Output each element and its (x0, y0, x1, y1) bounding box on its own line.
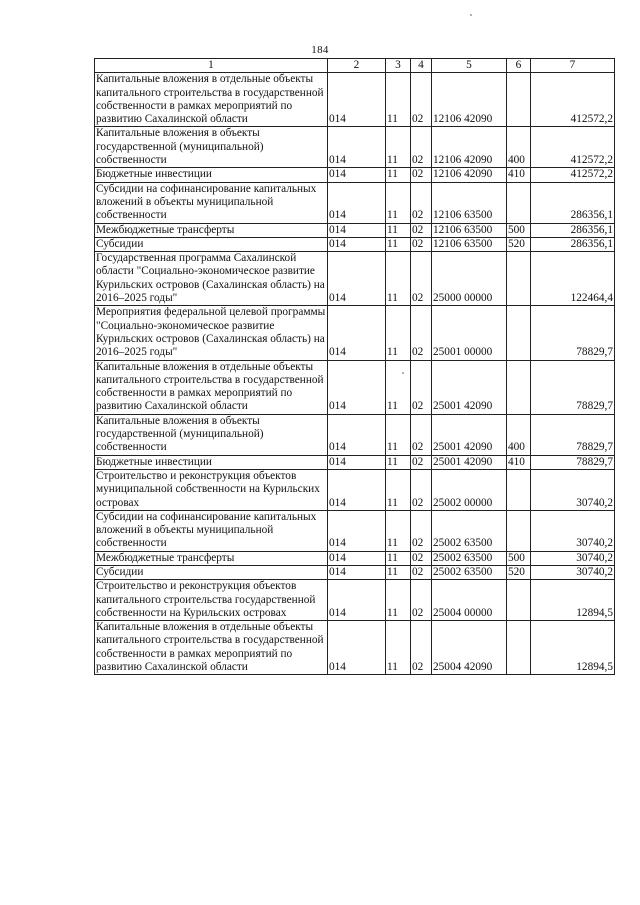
section-code-cell: 11 (386, 127, 411, 168)
row-name-cell: Бюджетные инвестиции (95, 168, 328, 182)
column-header-4: 4 (411, 59, 432, 73)
subsection-code-cell: 02 (411, 73, 432, 127)
target-article-cell: 12106 42090 (432, 73, 507, 127)
amount-cell: 78829,7 (531, 360, 615, 414)
subsection-code-cell: 02 (411, 621, 432, 675)
subsection-code-cell: 02 (411, 510, 432, 551)
expense-type-cell: 500 (507, 551, 531, 565)
subsection-code-cell: 02 (411, 551, 432, 565)
expense-type-cell (507, 510, 531, 551)
subsection-code-cell: 02 (411, 469, 432, 510)
section-code-cell: 11 (386, 455, 411, 469)
amount-cell: 412572,2 (531, 127, 615, 168)
target-article-cell: 25002 00000 (432, 469, 507, 510)
subsection-code-cell: 02 (411, 237, 432, 251)
target-article-cell: 12106 63500 (432, 223, 507, 237)
expense-type-cell: 520 (507, 565, 531, 579)
row-name-cell: Субсидии на софинансирование капитальных вложений в объекты муниципальной собственности (95, 510, 328, 551)
row-name-cell: Межбюджетные трансферты (95, 551, 328, 565)
subsection-code-cell: 02 (411, 127, 432, 168)
section-code-cell: 11 (386, 73, 411, 127)
scan-speck (470, 14, 472, 16)
expense-type-cell: 410 (507, 455, 531, 469)
amount-cell: 12894,5 (531, 580, 615, 621)
column-header-1: 1 (95, 59, 328, 73)
target-article-cell: 25001 42090 (432, 360, 507, 414)
row-name-cell: Субсидии (95, 237, 328, 251)
row-name-cell: Межбюджетные трансферты (95, 223, 328, 237)
row-name-cell: Государственная программа Сахалинской области "Социально-экономическое развитие Курильских островов (Сахалинская область) на 2016–2025 годы" (95, 252, 328, 306)
table-row (95, 237, 615, 251)
subsection-code-cell: 02 (411, 360, 432, 414)
section-code-cell: 11 (386, 237, 411, 251)
amount-cell: 30740,2 (531, 565, 615, 579)
section-code-cell: 11 (386, 252, 411, 306)
section-code-cell: 11 (386, 414, 411, 455)
expense-type-cell (507, 182, 531, 223)
amount-cell: 78829,7 (531, 414, 615, 455)
column-header-7: 7 (531, 59, 615, 73)
amount-cell: 30740,2 (531, 510, 615, 551)
table-row (95, 182, 615, 223)
admin-code-cell: 014 (328, 252, 386, 306)
expense-type-cell (507, 73, 531, 127)
row-name-cell: Мероприятия федеральной целевой программы "Социально-экономическое развитие Курильских островов (Сахалинская область) на 2016–2025 годы" (95, 306, 328, 360)
amount-cell: 286356,1 (531, 237, 615, 251)
row-name-cell: Субсидии (95, 565, 328, 579)
expense-type-cell: 400 (507, 127, 531, 168)
amount-cell: 286356,1 (531, 182, 615, 223)
admin-code-cell: 014 (328, 551, 386, 565)
table-header-row (95, 59, 615, 73)
admin-code-cell: 014 (328, 414, 386, 455)
table-row (95, 252, 615, 306)
admin-code-cell: 014 (328, 306, 386, 360)
expense-type-cell (507, 469, 531, 510)
section-code-cell: 11 (386, 565, 411, 579)
target-article-cell: 12106 63500 (432, 237, 507, 251)
admin-code-cell: 014 (328, 127, 386, 168)
target-article-cell: 25002 63500 (432, 510, 507, 551)
expense-type-cell: 520 (507, 237, 531, 251)
amount-cell: 30740,2 (531, 551, 615, 565)
target-article-cell: 25001 00000 (432, 306, 507, 360)
table-row (95, 565, 615, 579)
row-name-cell: Капитальные вложения в объекты государственной (муниципальной) собственности (95, 414, 328, 455)
amount-cell: 286356,1 (531, 223, 615, 237)
section-code-cell: 11 (386, 510, 411, 551)
subsection-code-cell: 02 (411, 580, 432, 621)
expense-type-cell (507, 306, 531, 360)
table-row (95, 306, 615, 360)
admin-code-cell: 014 (328, 168, 386, 182)
target-article-cell: 25001 42090 (432, 455, 507, 469)
expense-type-cell: 500 (507, 223, 531, 237)
table-row (95, 168, 615, 182)
target-article-cell: 12106 42090 (432, 127, 507, 168)
admin-code-cell: 014 (328, 469, 386, 510)
amount-cell: 12894,5 (531, 621, 615, 675)
admin-code-cell: 014 (328, 580, 386, 621)
amount-cell: 78829,7 (531, 455, 615, 469)
table-body (95, 73, 615, 675)
amount-cell: 78829,7 (531, 306, 615, 360)
section-code-cell: 11 (386, 182, 411, 223)
subsection-code-cell: 02 (411, 455, 432, 469)
expense-type-cell (507, 580, 531, 621)
amount-cell: 412572,2 (531, 73, 615, 127)
row-name-cell: Бюджетные инвестиции (95, 455, 328, 469)
target-article-cell: 25002 63500 (432, 565, 507, 579)
section-code-cell: 11 (386, 551, 411, 565)
section-code-cell: 11 (386, 168, 411, 182)
row-name-cell: Строительство и реконструкция объектов муниципальной собственности на Курильских островах (95, 469, 328, 510)
column-header-6: 6 (507, 59, 531, 73)
amount-cell: 412572,2 (531, 168, 615, 182)
target-article-cell: 12106 63500 (432, 182, 507, 223)
table-row (95, 127, 615, 168)
table-row (95, 360, 615, 414)
section-code-cell: 11 (386, 223, 411, 237)
table-row (95, 551, 615, 565)
admin-code-cell: 014 (328, 621, 386, 675)
admin-code-cell: 014 (328, 510, 386, 551)
target-article-cell: 25002 63500 (432, 551, 507, 565)
subsection-code-cell: 02 (411, 168, 432, 182)
table-row (95, 73, 615, 127)
column-header-5: 5 (432, 59, 507, 73)
expense-type-cell (507, 252, 531, 306)
row-name-cell: Строительство и реконструкция объектов капитального строительства государственной собственности на Курильских островах (95, 580, 328, 621)
table-row (95, 414, 615, 455)
row-name-cell: Капитальные вложения в объекты государственной (муниципальной) собственности (95, 127, 328, 168)
column-header-2: 2 (328, 59, 386, 73)
admin-code-cell: 014 (328, 360, 386, 414)
page-number: 184 (311, 44, 329, 56)
row-name-cell: Капитальные вложения в отдельные объекты капитального строительства в государственной собственности в рамках мероприятий по развитию Сахалинской области (95, 360, 328, 414)
admin-code-cell: 014 (328, 223, 386, 237)
row-name-cell: Капитальные вложения в отдельные объекты капитального строительства в государственной собственности в рамках мероприятий по развитию Сахалинской области (95, 73, 328, 127)
subsection-code-cell: 02 (411, 182, 432, 223)
column-header-3: 3 (386, 59, 411, 73)
subsection-code-cell: 02 (411, 223, 432, 237)
admin-code-cell: 014 (328, 73, 386, 127)
expense-type-cell: 400 (507, 414, 531, 455)
row-name-cell: Капитальные вложения в отдельные объекты капитального строительства в государственной собственности в рамках мероприятий по развитию Сахалинской области (95, 621, 328, 675)
section-code-cell: 11 (386, 306, 411, 360)
subsection-code-cell: 02 (411, 414, 432, 455)
subsection-code-cell: 02 (411, 565, 432, 579)
target-article-cell: 25001 42090 (432, 414, 507, 455)
table-row (95, 621, 615, 675)
section-code-cell: 11 (386, 469, 411, 510)
table-row (95, 510, 615, 551)
target-article-cell: 12106 42090 (432, 168, 507, 182)
subsection-code-cell: 02 (411, 306, 432, 360)
amount-cell: 122464,4 (531, 252, 615, 306)
section-code-cell: 11 (386, 621, 411, 675)
admin-code-cell: 014 (328, 565, 386, 579)
admin-code-cell: 014 (328, 182, 386, 223)
admin-code-cell: 014 (328, 455, 386, 469)
expense-type-cell: 410 (507, 168, 531, 182)
table-row (95, 580, 615, 621)
row-name-cell: Субсидии на софинансирование капитальных вложений в объекты муниципальной собственности (95, 182, 328, 223)
section-code-cell: 11 (386, 580, 411, 621)
table-row (95, 455, 615, 469)
expense-type-cell (507, 621, 531, 675)
table-row (95, 223, 615, 237)
amount-cell: 30740,2 (531, 469, 615, 510)
expense-type-cell (507, 360, 531, 414)
target-article-cell: 25000 00000 (432, 252, 507, 306)
budget-table (94, 58, 615, 675)
table-row (95, 469, 615, 510)
subsection-code-cell: 02 (411, 252, 432, 306)
target-article-cell: 25004 42090 (432, 621, 507, 675)
admin-code-cell: 014 (328, 237, 386, 251)
target-article-cell: 25004 00000 (432, 580, 507, 621)
section-code-cell: 11 (386, 360, 411, 414)
